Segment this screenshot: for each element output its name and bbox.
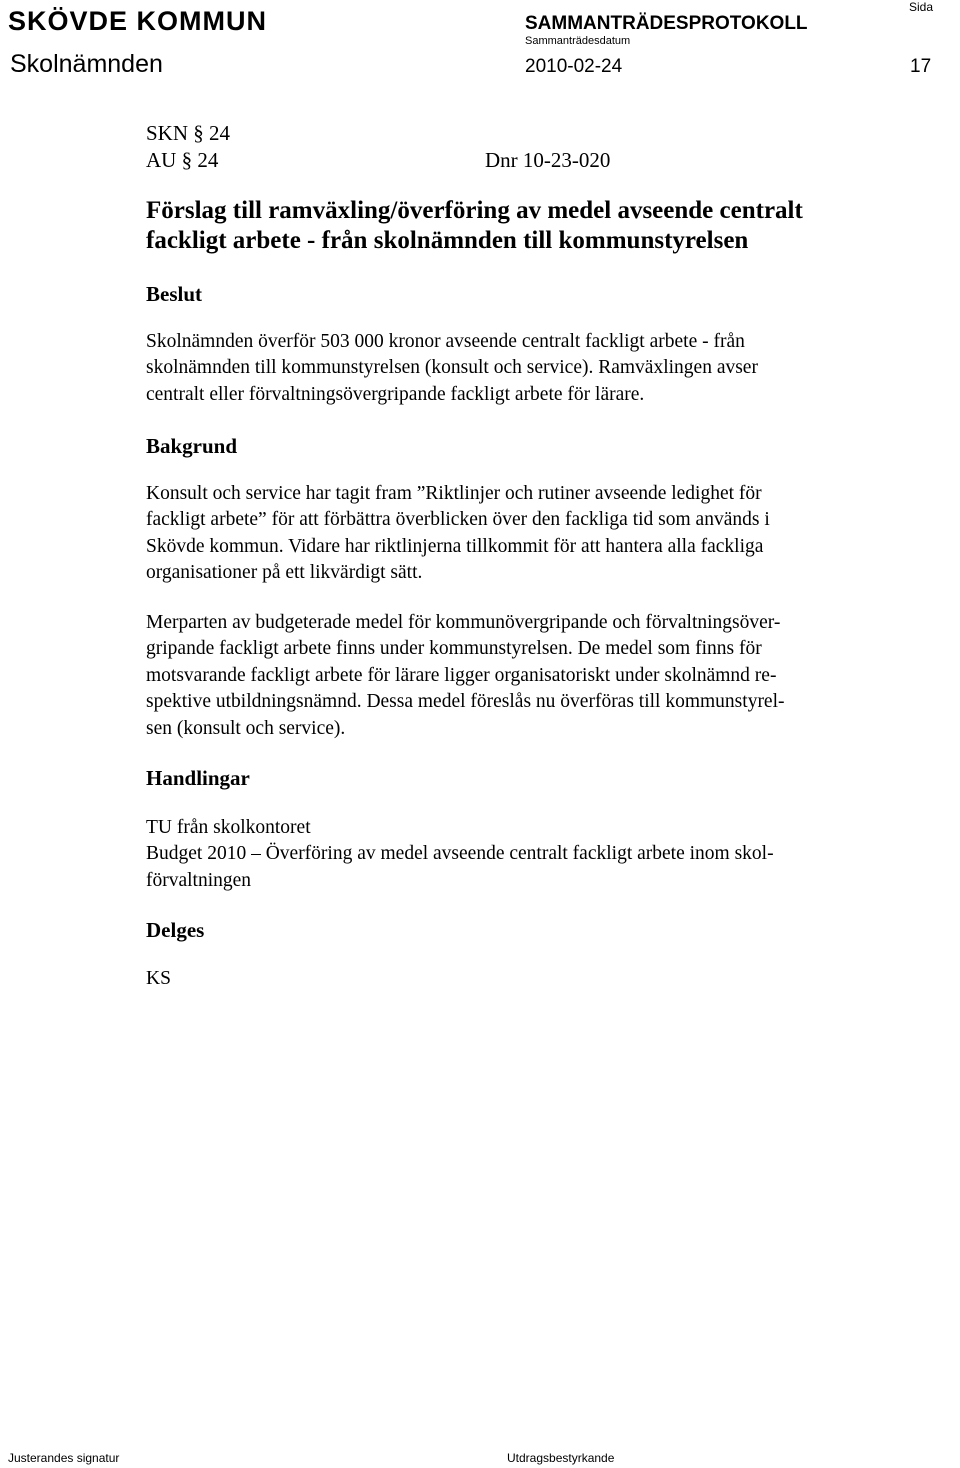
au-paragraph-ref: AU § 24 — [146, 148, 219, 172]
skn-paragraph-ref: SKN § 24 — [146, 121, 231, 145]
recipient-item: KS — [146, 968, 171, 989]
organization-logo: SKÖVDE KOMMUN — [8, 6, 268, 36]
bakgrund-paragraph-1 — [146, 481, 906, 587]
beslut-paragraph — [146, 329, 906, 408]
text-line: organisationer på ett likvärdigt sätt. — [146, 562, 423, 584]
text-line: gripande fackligt arbete finns under kommunstyrelsen. De medel som finns för — [146, 638, 762, 660]
signature-label: Justerandes signatur — [8, 1451, 120, 1465]
diary-number: Dnr 10-23-020 — [485, 148, 611, 172]
text-line: Konsult och service har tagit fram ”Riktlinjer och rutiner avseende ledighet för — [146, 483, 762, 504]
section-heading-beslut: Beslut — [146, 282, 203, 306]
committee-name: Skolnämnden — [10, 50, 163, 78]
delges-list — [146, 966, 906, 992]
section-heading-delges: Delges — [146, 918, 205, 942]
page-number: 17 — [910, 56, 932, 77]
meeting-date-label: Sammanträdesdatum — [525, 35, 631, 47]
title-line: Förslag till ramväxling/överföring av medel avseende centralt — [146, 197, 803, 224]
text-line: spektive utbildningsnämnd. Dessa medel föreslås nu överföras till kommunstyrel- — [146, 691, 785, 713]
title-line: fackligt arbete - från skolnämnden till kommunstyrelsen — [146, 227, 749, 254]
document-item: förvaltningen — [146, 869, 252, 891]
section-heading-handlingar: Handlingar — [146, 766, 250, 790]
text-line: Merparten av budgeterade medel för kommunövergripande och förvaltningsöver- — [146, 612, 781, 633]
text-line: skolnämnden till kommunstyrelsen (konsult och service). Ramväxlingen avser — [146, 357, 758, 379]
meeting-date: 2010-02-24 — [525, 56, 623, 77]
text-line: Skolnämnden överför 503 000 kronor avseende centralt fackligt arbete - från — [146, 331, 745, 352]
text-line: Skövde kommun. Vidare har riktlinjerna tillkommit för att hantera alla fackliga — [146, 535, 764, 557]
section-heading-bakgrund: Bakgrund — [146, 434, 238, 458]
text-line: motsvarande fackligt arbete för lärare ligger organisatoriskt under skolnämnd re- — [146, 664, 777, 686]
document-item: Budget 2010 – Överföring av medel avseende centralt fackligt arbete inom skol- — [146, 843, 774, 865]
page-label: Sida — [909, 0, 934, 14]
protocol-title: SAMMANTRÄDESPROTOKOLL — [525, 13, 808, 34]
extract-certification-label: Utdragsbestyrkande — [507, 1451, 615, 1465]
handlingar-list — [146, 815, 906, 894]
document-item: TU från skolkontoret — [146, 817, 311, 838]
text-line: sen (konsult och service). — [146, 717, 346, 739]
text-line: centralt eller förvaltningsövergripande fackligt arbete för lärare. — [146, 383, 645, 405]
bakgrund-paragraph-2 — [146, 610, 906, 742]
document-title — [146, 196, 926, 256]
text-line: fackligt arbete” för att förbättra överblicken över den fackliga tid som används i — [146, 509, 770, 531]
